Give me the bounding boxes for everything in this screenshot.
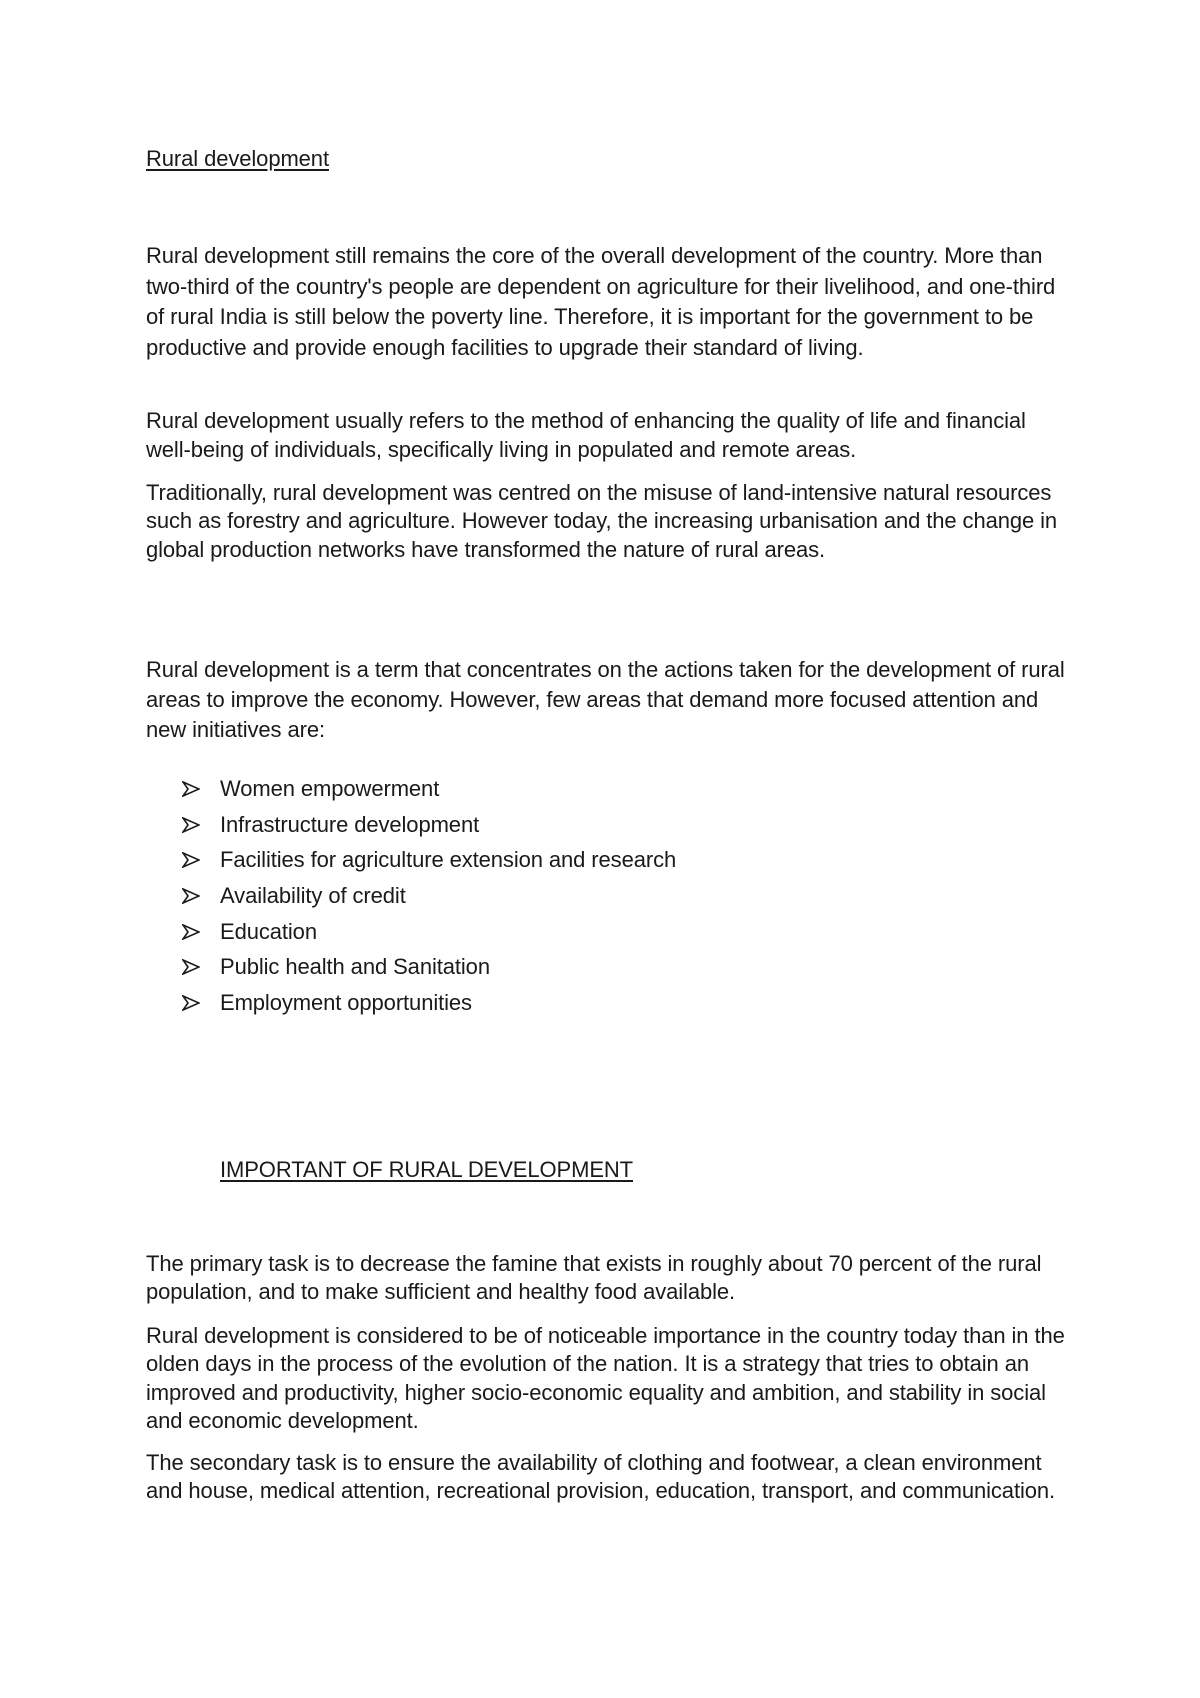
- intro-paragraph-1: Rural development still remains the core of the overall development of the country. More than two-third of the country's people are dependent on agriculture for their livelihood, and one-third of rural India is still below the poverty line. Therefore, it is important for the government to be productive and provide enough facilities to upgrade their standard of living.: [146, 243, 1056, 360]
- intro-paragraph-4: Rural development is a term that concentrates on the actions taken for the development of rural areas to improve the economy. However, few areas that demand more focused attention and new initiatives are:: [146, 657, 1065, 742]
- importance-paragraph-3: The secondary task is to ensure the availability of clothing and footwear, a clean environment and house, medical attention, recreational provision, education, transport, and communication.: [146, 1450, 1056, 1504]
- intro-paragraph-3: Traditionally, rural development was centred on the misuse of land-intensive natural resources such as forestry and agriculture. However today, the increasing urbanisation and the change in global production networks have transformed the nature of rural areas.: [146, 480, 1058, 562]
- arrowhead-bullet-icon: [182, 924, 200, 940]
- list-item: [182, 952, 676, 988]
- arrowhead-bullet-icon: [182, 995, 200, 1011]
- arrowhead-bullet-icon: [182, 852, 200, 868]
- arrowhead-bullet-icon: [182, 959, 200, 975]
- arrowhead-bullet-icon: [182, 888, 200, 904]
- list-item: [182, 810, 676, 846]
- section-heading-importance: IMPORTANT OF RURAL DEVELOPMENT: [220, 1157, 634, 1182]
- list-item-label: Education: [220, 918, 317, 944]
- focus-areas-list: [182, 774, 676, 1024]
- importance-paragraph-1: The primary task is to decrease the famine that exists in roughly about 70 percent of the rural population, and to make sufficient and healthy food available.: [146, 1251, 1042, 1304]
- arrowhead-bullet-icon: [182, 817, 200, 833]
- list-item: [182, 881, 676, 917]
- list-item: [182, 988, 676, 1024]
- list-item-label: Facilities for agriculture extension and research: [220, 847, 677, 873]
- list-item-label: Public health and Sanitation: [220, 954, 490, 980]
- list-item-label: Women empowerment: [220, 776, 440, 801]
- document-title: Rural development: [146, 146, 329, 171]
- list-item: [182, 774, 676, 810]
- list-item: [182, 917, 676, 953]
- arrowhead-bullet-icon: [182, 781, 200, 797]
- list-item-label: Availability of credit: [220, 883, 406, 909]
- list-item-label: Employment opportunities: [220, 990, 472, 1016]
- intro-paragraph-2: Rural development usually refers to the method of enhancing the quality of life and financial well-being of individuals, specifically living in populated and remote areas.: [146, 408, 1026, 462]
- list-item: [182, 845, 676, 881]
- list-item-label: Infrastructure development: [220, 811, 480, 837]
- importance-paragraph-2: Rural development is considered to be of noticeable importance in the country today than in the olden days in the process of the evolution of the nation. It is a strategy that tries to obtain an improved and productivity, higher socio-economic equality and ambition, and stability in social and economic development.: [146, 1323, 1065, 1433]
